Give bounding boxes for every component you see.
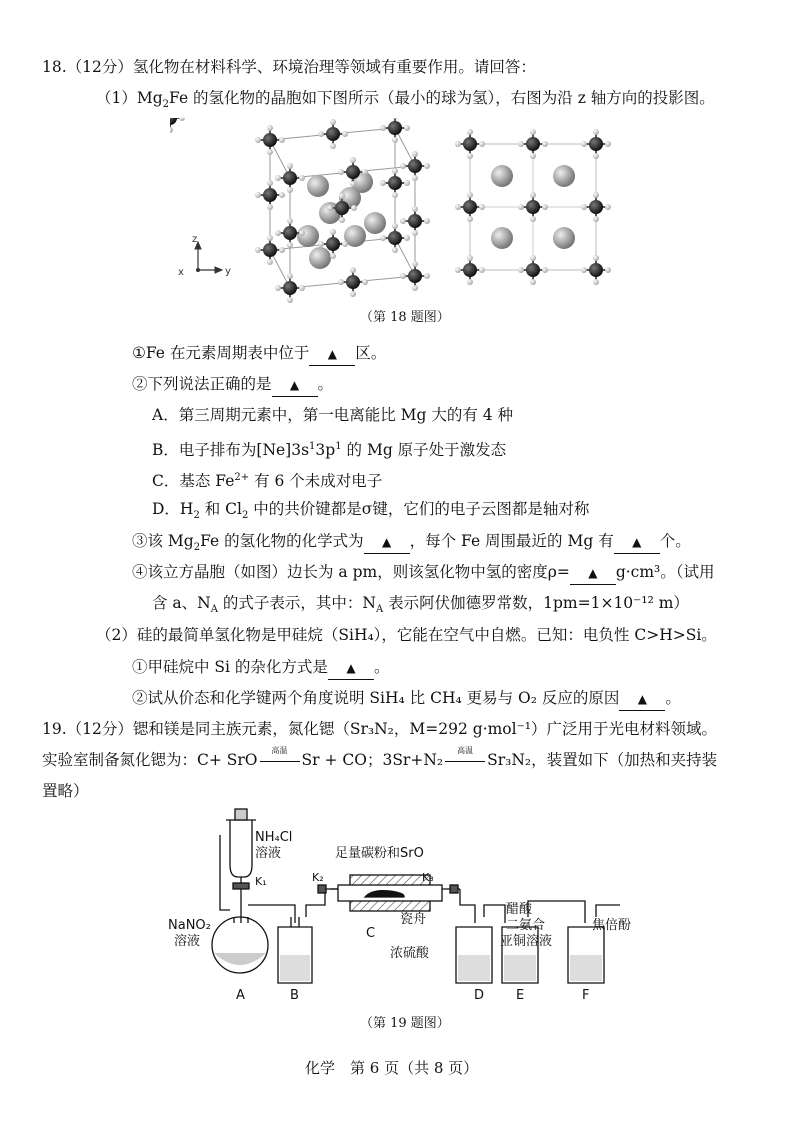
axis-z-label: z	[192, 234, 198, 245]
label-nh4cl: NH₄Cl	[255, 830, 293, 845]
label-carbon-sro: 足量碳粉和SrO	[335, 846, 424, 861]
page-footer: 化学 第 6 页（共 8 页）	[305, 1059, 479, 1077]
label-nh4cl-solution: 溶液	[255, 846, 282, 861]
answer-blank: ▲	[327, 347, 338, 361]
q18-item4-note: 含 a、$N_A$ 的式子表示，其中：$N_A$ 表示阿伏伽德罗常数，1pm=1×10⁻¹² m）	[152, 594, 689, 616]
label-A: A	[236, 988, 245, 1003]
q18-item3: ③该 $Mg_2Fe$ 的氢化物的化学式为 ▲ ，每个 Fe 周围最近的 Mg 有 ▲ 个。	[132, 532, 691, 554]
label-k2: K₂	[312, 871, 324, 884]
axis-y-label: y	[225, 266, 231, 277]
label-nano2-solution: 溶液	[174, 934, 201, 949]
q18-part1-intro: $(1)Mg_2Fe$ 的氢化物的晶胞如下图所示（最小的球为氢），右图为沿 z 轴方向的投影图。	[96, 89, 715, 111]
label-diammine: 二氨合	[506, 918, 546, 933]
q19-line2: 实验室制备氮化锶为：C+ SrO 高温 Sr + CO；3Sr+N₂ 高温 Sr₃N₂，装置如下（加热和夹持装	[42, 749, 717, 771]
q18-option-b: B．电子排布为$[Ne]3s^13p^1$ 的 Mg 原子处于激发态	[152, 441, 507, 460]
label-F: F	[582, 988, 590, 1003]
label-k3: K₃	[422, 871, 434, 884]
label-B: B	[290, 988, 299, 1003]
q18-item2: ②下列说法正确的是 ▲ 。	[132, 373, 333, 397]
projection-view	[455, 129, 611, 285]
q18-item4: ④该立方晶胞（如图）边长为 a pm，则该氢化物中氢的密度ρ= ▲ g·cm³。（试用	[132, 561, 715, 585]
q19-line3: 置略）	[42, 782, 89, 800]
label-h2so4: 浓硫酸	[390, 946, 430, 961]
q18-part2-item1: ①甲硅烷中 Si 的杂化方式是 ▲ 。	[132, 656, 389, 680]
axis-indicator	[178, 234, 231, 278]
label-nano2: NaNO₂	[168, 918, 211, 933]
label-k1: K₁	[255, 875, 267, 888]
q18-part2-intro: （2）硅的最简单氢化物是甲硅烷（SiH₄），它能在空气中自燃。已知：电负性 C>H>Si。	[96, 626, 717, 644]
apparatus-diagram	[160, 805, 680, 1005]
q19-line1: 19.（12分）锶和镁是同主族元素，氮化锶（Sr₃N₂，M=292 g·mol⁻¹）广泛用于光电材料领域。	[42, 720, 717, 738]
label-cuprous: 亚铜溶液	[500, 934, 553, 949]
q19-figure-caption: （第 19 题图）	[360, 1016, 450, 1031]
q18-figure-caption: （第 18 题图）	[360, 310, 450, 325]
axis-x-label: x	[178, 267, 184, 278]
q18-option-c: C．基态 $Fe^{2+}$ 有 6 个未成对电子	[152, 472, 383, 491]
q18-item1: ①Fe 在元素周期表中位于 ▲ 区。	[132, 342, 386, 366]
reaction-condition-1: 高温	[271, 746, 288, 755]
label-C: C	[366, 926, 376, 941]
q18-part2-item2: ②试从价态和化学键两个角度说明 SiH₄ 比 CH₄ 更易与 O₂ 反应的原因 ▲ 。	[132, 687, 681, 711]
label-D: D	[474, 988, 485, 1003]
q18-option-a: A．第三周期元素中，第一电离能比 Mg 大的有 4 种	[152, 406, 514, 424]
label-acetic: 醋酸	[506, 902, 533, 917]
label-boat: 瓷舟	[400, 912, 427, 927]
q18-option-d: D．$H_2$ 和 $Cl_2$ 中的共价键都是σ键，它们的电子云图都是轴对称	[152, 500, 590, 522]
crystal-figure	[170, 118, 630, 303]
label-E: E	[516, 988, 525, 1003]
label-pyrogallol: 焦倍酚	[592, 918, 632, 933]
q18-header: 18.（12分）氢化物在材料科学、环境治理等领域有重要作用。请回答：	[42, 58, 536, 76]
reaction-condition-2: 高温	[457, 746, 474, 755]
unit-cell-3d	[170, 118, 430, 303]
